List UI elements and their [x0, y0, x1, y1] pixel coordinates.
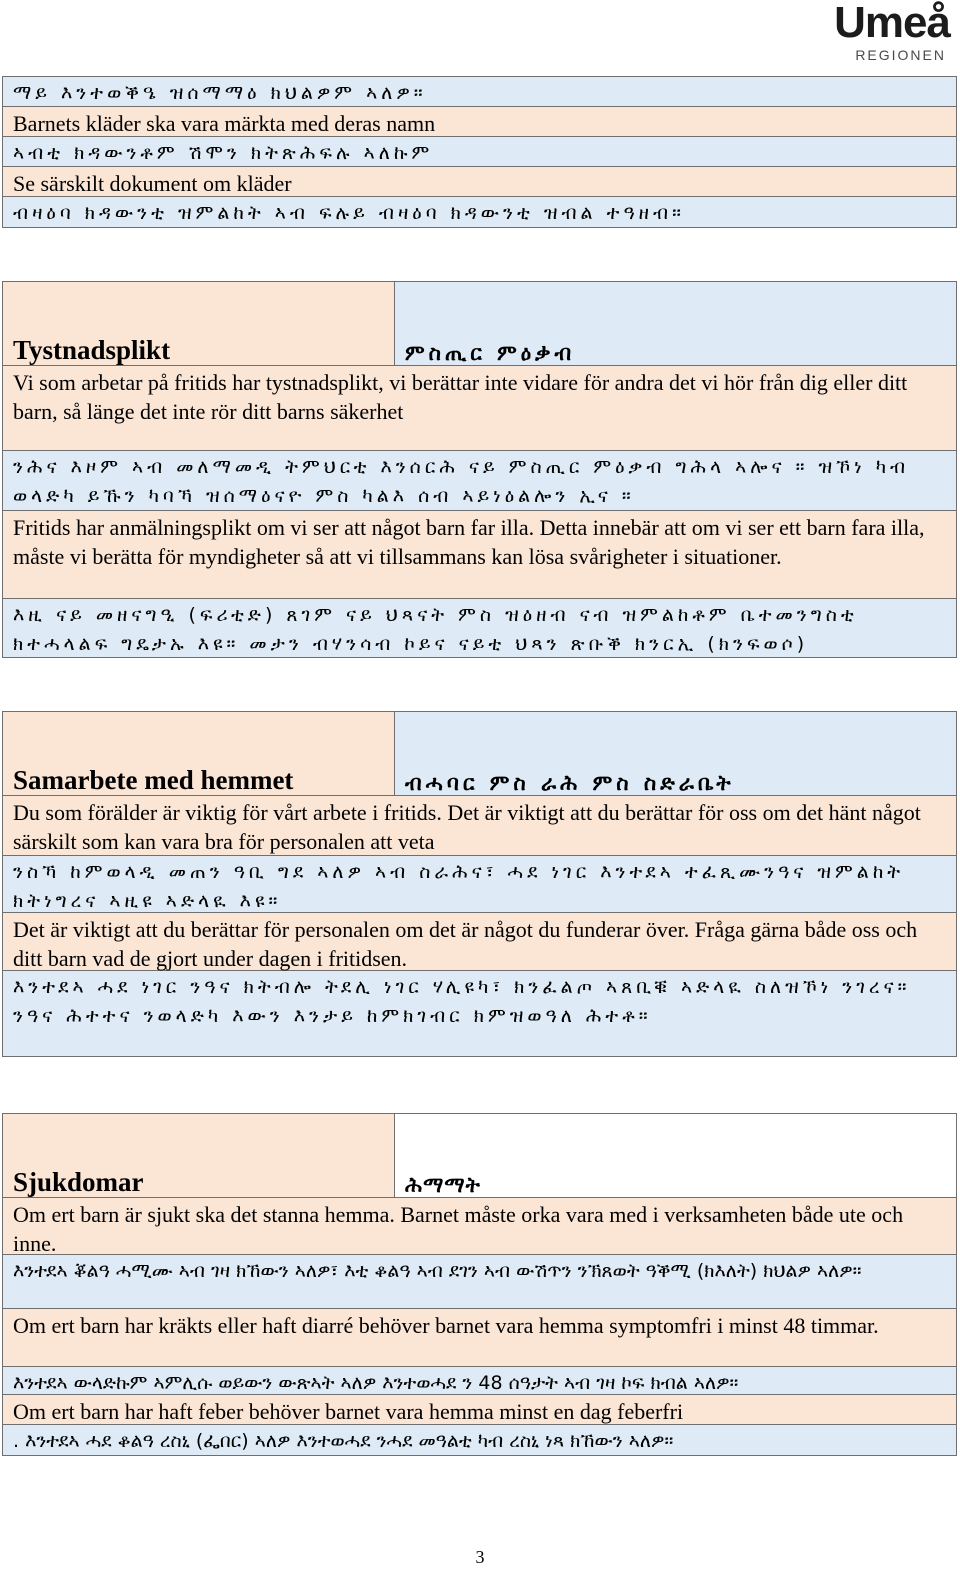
confidentiality-row-ti-2: እዚ ናይ መዘናግዒ (ፍሪቲድ) ጸገም ናይ ህጻናት ምስ ዝዕዘብ ናብ ዝምልከቶም ቤተመንግስቲ ክተሓላልፍ ግዴታኡ እዩ። መታን ብሃንሳብ ኮይና ናይቲ ህጻን ጽቡቕ ክንርኢ (ክንፍወሶ)	[3, 599, 956, 657]
cooperation-row-ti-2: እንተደኣ ሓደ ነገር ንዓና ክትብሎ ትደሊ ነገር ሃሊዩካ፣ ክንፈልጦ ኣጸቢቑ ኣድላዪ ስለዝኾነ ንገረና። ንዓና ሕተተና ንወላድካ እውን እንታይ ከምክገብር ክምዝወዓለ ሕተቶ።	[3, 971, 956, 1056]
logo-wordmark: Umeå	[834, 0, 950, 47]
cooperation-table	[2, 711, 957, 1057]
illness-row-sv-2: Om ert barn har kräkts eller haft diarré behöver barnet vara hemma symptomfri i minst 48 timmar.	[3, 1309, 956, 1367]
illness-row-ti-2: እንተደኣ ውላድኩም ኣምሊሱ ወይውን ውጽኣት ኣለዎ እንተወሓደ ን 48 ሰዓታት ኣብ ገዛ ኮፍ ክብል ኣለዎ።	[3, 1367, 956, 1395]
logo-subtitle: REGIONEN	[855, 47, 946, 63]
confidentiality-heading-ti: ምስጢር ምዕቃብ	[395, 282, 956, 365]
cooperation-row-sv-1: Du som förälder är viktig för vårt arbete i fritids. Det är viktigt att du berättar för oss om det hänt något särskilt som kan vara bra för personalen att veta	[3, 796, 956, 856]
illness-heading-ti: ሕማማት	[395, 1114, 956, 1197]
clothes-row-ti-3: ብዛዕባ ክዳውንቲ ዝምልከት ኣብ ፍሉይ ብዛዕባ ክዳውንቲ ዝብል ተዓዘብ።	[3, 197, 956, 227]
cooperation-row-sv-2: Det är viktigt att du berättar för personalen om det är något du funderar över. Fråga gärna både oss och ditt barn vad de gjort under dagen i fritidsen.	[3, 913, 956, 971]
page-number: 3	[475, 1547, 485, 1567]
illness-row-sv-3: Om ert barn har haft feber behöver barnet vara hemma minst en dag feberfri	[3, 1395, 956, 1425]
umea-regionen-logo	[820, 0, 950, 62]
illness-heading-sv: Sjukdomar	[3, 1114, 395, 1197]
clothes-row-ti-2: ኣብቲ ክዳውንቶም ሽሞን ክትጽሕፍሉ ኣለኩም	[3, 137, 956, 167]
cooperation-header	[3, 712, 956, 796]
confidentiality-table	[2, 281, 957, 658]
illness-row-sv-1: Om ert barn är sjukt ska det stanna hemma. Barnet måste orka vara med i verksamheten både ute och inne.	[3, 1198, 956, 1255]
illness-table	[2, 1113, 957, 1456]
clothes-row-sv-2: Se särskilt dokument om kläder	[3, 167, 956, 197]
clothes-row-sv-1: Barnets kläder ska vara märkta med deras namn	[3, 107, 956, 137]
illness-header	[3, 1114, 956, 1198]
cooperation-row-ti-1: ንስኻ ከምወላዲ መጠን ዓቢ ግደ ኣለዎ ኣብ ስራሕና፣ ሓደ ነገር እንተደኣ ተፈጺሙንዓና ዝምልከት ክትነግረና ኣዚዩ ኣድላዪ እዩ።	[3, 856, 956, 913]
cooperation-heading-sv: Samarbete med hemmet	[3, 712, 395, 795]
illness-row-ti-1: እንተደኣ ቖልዓ ሓሚሙ ኣብ ገዛ ክኸውን ኣለዎ፣ እቲ ቆልዓ ኣብ ደገን ኣብ ውሽጥን ንኽጸወት ዓቕሚ (ክእለት) ክህልዎ ኣለዎ።	[3, 1255, 956, 1309]
clothes-table	[2, 76, 957, 228]
cooperation-heading-ti: ብሓባር ምስ ራሕ ምስ ስድራቤት	[395, 712, 956, 795]
illness-row-ti-3: . እንተደኣ ሓደ ቆልዓ ረስኒ (ፌበር) ኣለዎ እንተወሓደ ንሓደ መዓልቲ ካብ ረስኒ ነጻ ክኸውን ኣለዎ።	[3, 1425, 956, 1455]
confidentiality-heading-sv: Tystnadsplikt	[3, 282, 395, 365]
clothes-row-ti-1: ማይ እንተወቕዔ ዝሰማማዕ ክህልዎም ኣለዎ።	[3, 77, 956, 107]
confidentiality-row-ti-1: ንሕና እዞም ኣብ መለማመዲ ትምህርቲ እንሰርሕ ናይ ምስጢር ምዕቃብ ግሕላ ኣሎና ። ዝኾነ ካብ ወላድካ ይኹን ካባኻ ዝሰማዕናዮ ምስ ካልእ ሰብ ኣይነዕልሎን ኢና ።	[3, 451, 956, 511]
confidentiality-header	[3, 282, 956, 366]
confidentiality-row-sv-1: Vi som arbetar på fritids har tystnadsplikt, vi berättar inte vidare för andra det vi hör från dig eller ditt barn, så länge det inte rör ditt barns säkerhet	[3, 366, 956, 451]
confidentiality-row-sv-2: Fritids har anmälningsplikt om vi ser att något barn far illa. Detta innebär att om vi ser ett barn fara illa, måste vi berätta för myndigheter så att vi tillsammans kan lösa svårigheter i situationer.	[3, 511, 956, 599]
